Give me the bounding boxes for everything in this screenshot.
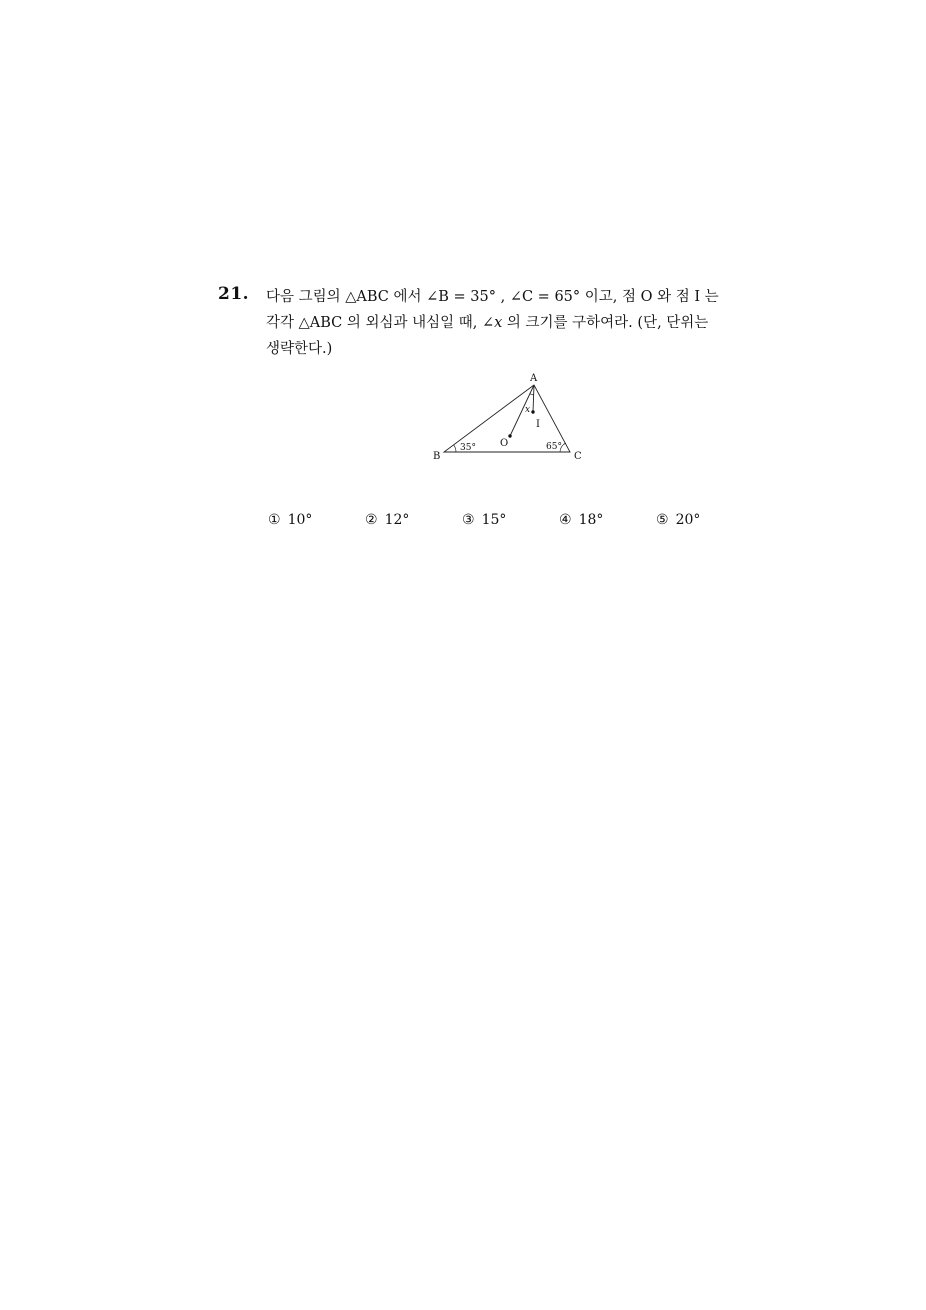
choice-value: 15° (481, 512, 507, 528)
vertex-b-label: B (433, 451, 441, 462)
point-o-label: O (500, 438, 509, 449)
triangle-figure (430, 370, 590, 465)
choice-mark: ② (365, 512, 378, 528)
choice-1[interactable] (268, 512, 312, 528)
question-line: 각각 △ABC 의 외심과 내심일 때, ∠𝑥 의 크기를 구하여라. (단, 단위는 (266, 315, 709, 331)
choice-4[interactable] (559, 512, 603, 528)
point-i-label: I (536, 419, 540, 430)
angle-c-label: 65° (546, 442, 562, 452)
angle-x-arc (530, 394, 534, 395)
question-line: 생략한다.) (266, 341, 333, 357)
vertex-a-label: A (530, 373, 538, 384)
choice-5[interactable] (656, 512, 700, 528)
question-number: 21. (218, 284, 250, 304)
choice-value: 20° (675, 512, 701, 528)
question-text (266, 284, 746, 362)
choice-2[interactable] (365, 512, 409, 528)
choice-value: 18° (578, 512, 604, 528)
choice-3[interactable] (462, 512, 506, 528)
segment-ao (510, 385, 534, 436)
choice-value: 12° (384, 512, 410, 528)
answer-choices (268, 512, 748, 536)
angle-b-arc (454, 445, 456, 452)
choice-mark: ① (268, 512, 281, 528)
angle-b-label: 35° (460, 443, 476, 453)
choice-mark: ④ (559, 512, 572, 528)
vertex-c-label: C (574, 451, 582, 462)
choice-value: 10° (287, 512, 313, 528)
angle-x-label: x (525, 405, 531, 415)
segment-ai (533, 385, 534, 412)
point-o-dot (508, 434, 511, 437)
question-line: 다음 그림의 △ABC 에서 ∠B = 35° , ∠C = 65° 이고, 점 O 와 점 I 는 (266, 289, 719, 305)
point-i-dot (531, 410, 534, 413)
choice-mark: ③ (462, 512, 475, 528)
choice-mark: ⑤ (656, 512, 669, 528)
